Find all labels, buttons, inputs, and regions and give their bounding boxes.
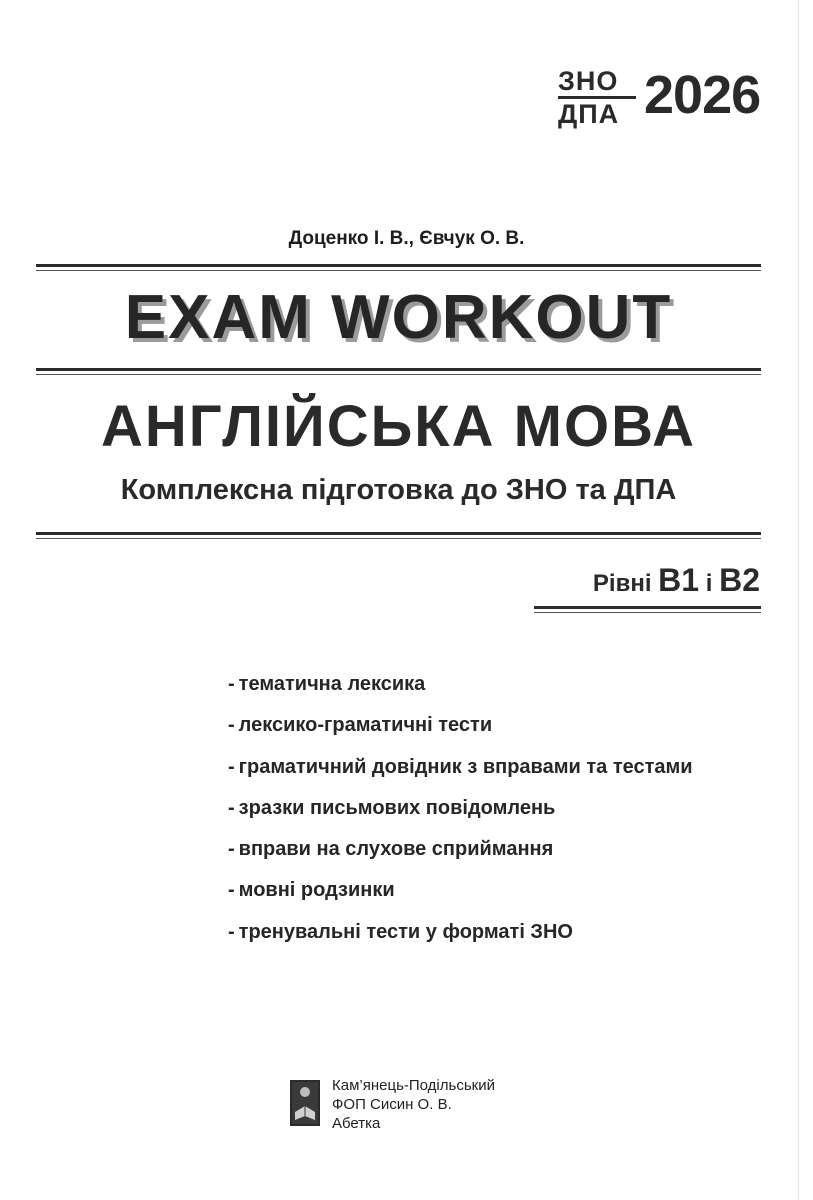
feature-dash: - <box>228 755 235 778</box>
publisher-city: Кам’янець-Подільський <box>332 1077 495 1094</box>
feature-text: зразки письмових повідомлень <box>238 796 556 819</box>
feature-text: мовні родзинки <box>238 879 395 902</box>
feature-dash: - <box>228 920 235 943</box>
feature-item <box>228 788 693 829</box>
feature-item <box>228 747 693 788</box>
level-b1: B1 <box>658 562 700 598</box>
level-b2: B2 <box>719 562 760 598</box>
feature-text: лексико-граматичні тести <box>238 714 493 737</box>
divider-top-thin <box>36 270 761 271</box>
feature-item <box>228 664 693 705</box>
feature-text: тематична лексика <box>238 673 426 695</box>
feature-text: тренувальні тести у форматі ЗНО <box>238 920 573 943</box>
feature-item <box>228 705 693 746</box>
levels <box>593 560 760 604</box>
feature-text: граматичний довідник з вправами та тестами <box>238 755 693 778</box>
publisher-imprint: Абетка <box>332 1115 381 1132</box>
main-title: EXAM WORKOUT <box>124 283 673 352</box>
feature-dash: - <box>228 796 235 819</box>
subject-title: АНГЛІЙСЬКА МОВА <box>101 394 696 459</box>
divider-bottom-thin <box>36 538 761 539</box>
publisher-company: ФОП Сисин О. В. <box>332 1096 452 1113</box>
badge-dpa: ДПА <box>558 99 620 129</box>
levels-conj: і <box>705 570 713 597</box>
levels-underline-thin <box>534 612 761 613</box>
divider-mid-thick <box>36 368 761 371</box>
divider-top-thick <box>36 264 761 267</box>
publisher-lines <box>332 1076 592 1133</box>
subtitle: Комплексна підготовка до ЗНО та ДПА <box>120 474 677 506</box>
feature-item <box>228 912 693 953</box>
feature-dash: - <box>228 714 235 737</box>
badge-exam-names <box>558 66 640 129</box>
feature-dash: - <box>228 879 235 902</box>
divider-mid-thin <box>36 374 761 375</box>
badge-zno: ЗНО <box>558 66 636 99</box>
authors-text: Доценко І. В., Євчук О. В. <box>288 228 525 249</box>
authors <box>0 228 813 250</box>
divider-bottom-thick <box>36 532 761 535</box>
page-edge <box>798 0 799 1200</box>
levels-prefix: Рівні <box>592 570 652 597</box>
feature-dash: - <box>228 838 235 861</box>
publisher-emblem-icon <box>290 1080 320 1126</box>
levels-underline-thick <box>534 606 761 609</box>
feature-item <box>228 870 693 911</box>
badge-year: 2026 <box>644 65 761 125</box>
feature-list <box>228 664 693 953</box>
feature-dash: - <box>228 673 235 695</box>
feature-item <box>228 829 693 870</box>
feature-text: вправи на слухове сприймання <box>238 838 554 861</box>
